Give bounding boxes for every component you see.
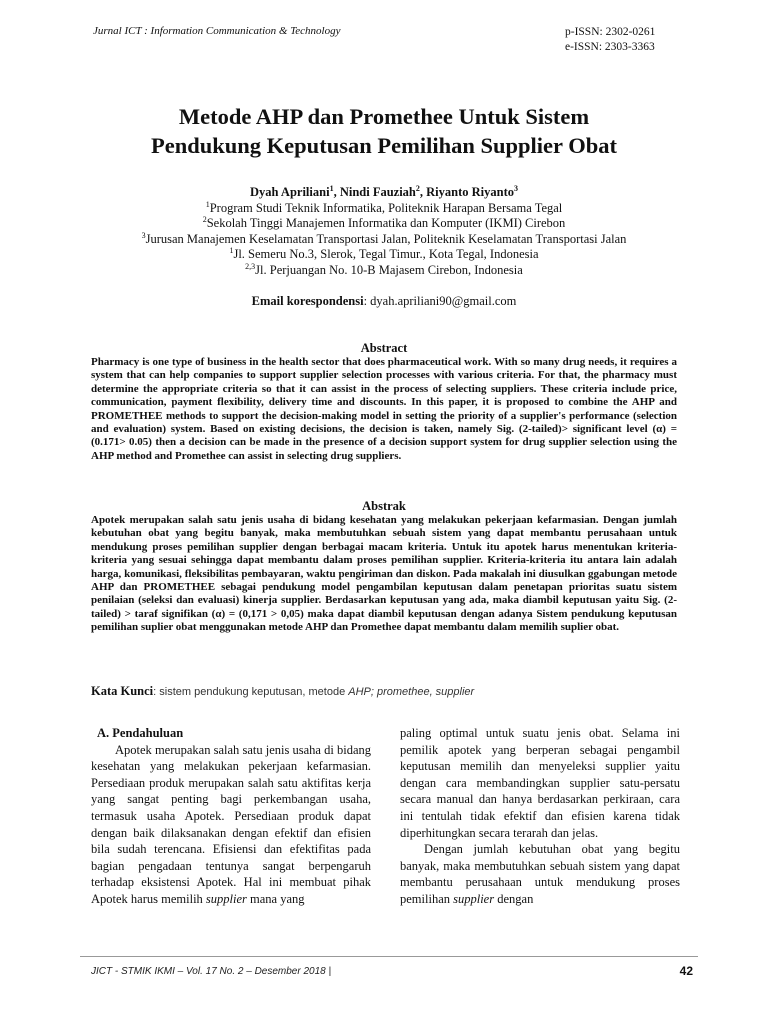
- affiliation-1-sup: 1: [205, 199, 210, 209]
- right-paragraph-2: [400, 841, 680, 907]
- affiliation-3: [60, 232, 708, 248]
- left-column: [91, 725, 371, 908]
- right-p2-text: Dengan jumlah kebutuhan obat yang begitu banyak, maka membutuhkan sebuah sistem yang dapat membantu perusahaan untuk mendukung proses pemilihan: [400, 842, 680, 906]
- left-p1-italic: supplier: [205, 891, 247, 906]
- issn-block: [565, 25, 655, 55]
- footer-divider: [80, 956, 698, 957]
- author-1-sup: 1: [329, 183, 334, 193]
- email-value[interactable]: : dyah.apriliani90@gmail.com: [363, 294, 517, 308]
- affiliation-2-text: Sekolah Tinggi Manajemen Informatika dan Komputer (IKMI) Cirebon: [206, 216, 566, 230]
- keywords: [91, 684, 474, 699]
- affiliation-2: [60, 216, 708, 232]
- address-1: [60, 247, 708, 263]
- abstrak-body: Apotek merupakan salah satu jenis usaha di bidang kesehatan yang melakukan pekerjaan kefarmasian. Dengan jumlah kebutuhan obat yang begitu banyak, maka membutuhkan sebuah sistem yang dapat membantu perusahaan untuk mendukung proses pemilihan supplier dengan berbagai macam kriteria. Untuk itu apotek harus menentukan kriteria-kriteria yang sesuai sehingga dapat membantu dalam proses pemilihan supplier. Kriteria-kriteria itu antara lain adalah harga, komunikasi, fleksibilitas pembayaran, waktu pengiriman dan diskon. Pada makalah ini diusulkan ggabungan metode AHP dan PROMETHEE sebagai pendukung model pengambilan keputusan dalam penetapan prioritas suatu sistem penilaian (seleksi dan evaluasi) kinerja supplier. Berdasarkan keputusan yang ada, maka diambil keputusan yaitu Sig. (2-tailed) > taraf signifikan (α) = (0,171 > 0,05) maka dapat diambil keputusan dengan adanya Sistem pendukung keputusan pemilihan suplier obat menggunakan metode AHP dan Promethee dapat membantu dalam memilih suplier obat.: [91, 514, 677, 634]
- left-paragraph-1: [91, 742, 371, 908]
- address-2-text: Jl. Perjuangan No. 10-B Majasem Cirebon, Indonesia: [255, 262, 523, 277]
- keywords-label: Kata Kunci: [91, 684, 154, 698]
- affiliation-1-text: Program Studi Teknik Informatika, Politeknik Harapan Bersama Tegal: [209, 200, 563, 215]
- keywords-value: [153, 686, 474, 698]
- left-p1-text: Apotek merupakan salah satu jenis usaha di bidang kesehatan yang melakukan pekerjaan kefarmasian. Persediaan produk merupakan salah satu aktifitas kerja yang sangat penting bagi perkembangan usaha, termasuk usaha Apotek. Persediaan produk dapat dengan baik dilaksanakan dengan efektif dan efisien bila sudah terencana. Efisiensi dan efektifitas pada bagian pengadaan tentunya sangat berpengaruh terhadap eksistensi Apotek. Hal ini membuat pihak Apotek harus memilih: [91, 742, 371, 906]
- right-column: [400, 725, 680, 908]
- address-1-text: Jl. Semeru No.3, Slerok, Tegal Timur., Kota Tegal, Indonesia: [233, 247, 539, 261]
- email-label: Email korespondensi: [251, 294, 364, 308]
- affiliation-1: [60, 201, 708, 217]
- author-2-sup: 2: [415, 183, 420, 193]
- right-paragraph-1: paling optimal untuk suatu jenis obat. Selama ini pemilik apotek yang berperan sebagai pengambil keputusan memilih dan menyeleksi supplier yaitu dengan cara membandingkan supplier satu-persatu secara manual dan hanya berdasarkan perkiraan, cara ini tentulah tidak efektif dan efisien karena tidak diperhitungkan secara terarah dan jelas.: [400, 726, 680, 840]
- author-1: Dyah Apriliani: [250, 185, 330, 199]
- author-names: Dyah Apriliani$^1$, Nindi Fauziah$^2$, Riyanto Riyanto$^3$: [250, 183, 518, 199]
- abstract-body: Pharmacy is one type of business in the health sector that does pharmaceutical work. With so many drug needs, it requires a system that can help companies to support supplier selection processes with various criteria. For that, the pharmacy must determine the appropriate criteria so that it can assist in the process of selecting suppliers. These criteria include price, communication, payment flexibility, delivery time and discounts. In this paper, it is proposed to combine the AHP and PROMETHEE methods to support the decision-making model in setting the priority of a supplier's performance (selection and evaluation) system. Based on existing decisions, the decision is taken, namely Sig. (2-tailed)> significant level (α) = (0.171> 0.05) then a decision can be made in the presence of a decision support system for drug supplier selection using the AHP method and Promethee can assist in selecting drug suppliers.: [91, 356, 677, 462]
- keywords-italic: AHP; promethee, supplier: [348, 686, 475, 698]
- keywords-plain: : sistem pendukung keputusan, metode: [153, 686, 349, 698]
- address-2: [60, 263, 708, 279]
- author-block: [60, 185, 708, 278]
- author-2: Nindi Fauziah: [339, 185, 416, 199]
- right-p2-tail: dengan: [494, 891, 534, 906]
- author-3: Riyanto Riyanto: [426, 185, 514, 199]
- right-p2-italic: supplier: [453, 891, 495, 906]
- abstract-heading: Abstract: [360, 341, 408, 355]
- left-p1-tail: mana yang: [246, 891, 305, 906]
- affiliation-3-text: Jurusan Manajemen Keselamatan Transportasi Jalan, Politeknik Keselamatan Transportasi Jalan: [145, 231, 627, 246]
- footer-citation: JICT - STMIK IKMI – Vol. 17 No. 2 – Desember 2018 |: [91, 966, 332, 977]
- abstrak-heading: Abstrak: [362, 499, 406, 513]
- address-2-sup: 2,3: [245, 261, 256, 271]
- title-line-2: Pendukung Keputusan Pemilihan Supplier Obat: [151, 133, 617, 158]
- title-line-1: Metode AHP dan Promethee Untuk Sistem: [178, 104, 590, 129]
- author-3-sup: 3: [513, 183, 518, 193]
- affiliation-2-sup: 2: [202, 214, 207, 224]
- journal-name: Jurnal ICT : Information Communication & Technology: [93, 25, 341, 37]
- page-number: 42: [679, 964, 693, 978]
- p-issn: p-ISSN: 2302-0261: [565, 26, 656, 38]
- section-heading-pendahuluan: A. Pendahuluan: [97, 726, 184, 740]
- e-issn: e-ISSN: 2303-3363: [565, 41, 655, 53]
- paper-title: [60, 102, 708, 160]
- address-1-sup: 1: [229, 245, 234, 255]
- affiliation-3-sup: 3: [141, 230, 146, 240]
- correspondence-email: [60, 294, 708, 309]
